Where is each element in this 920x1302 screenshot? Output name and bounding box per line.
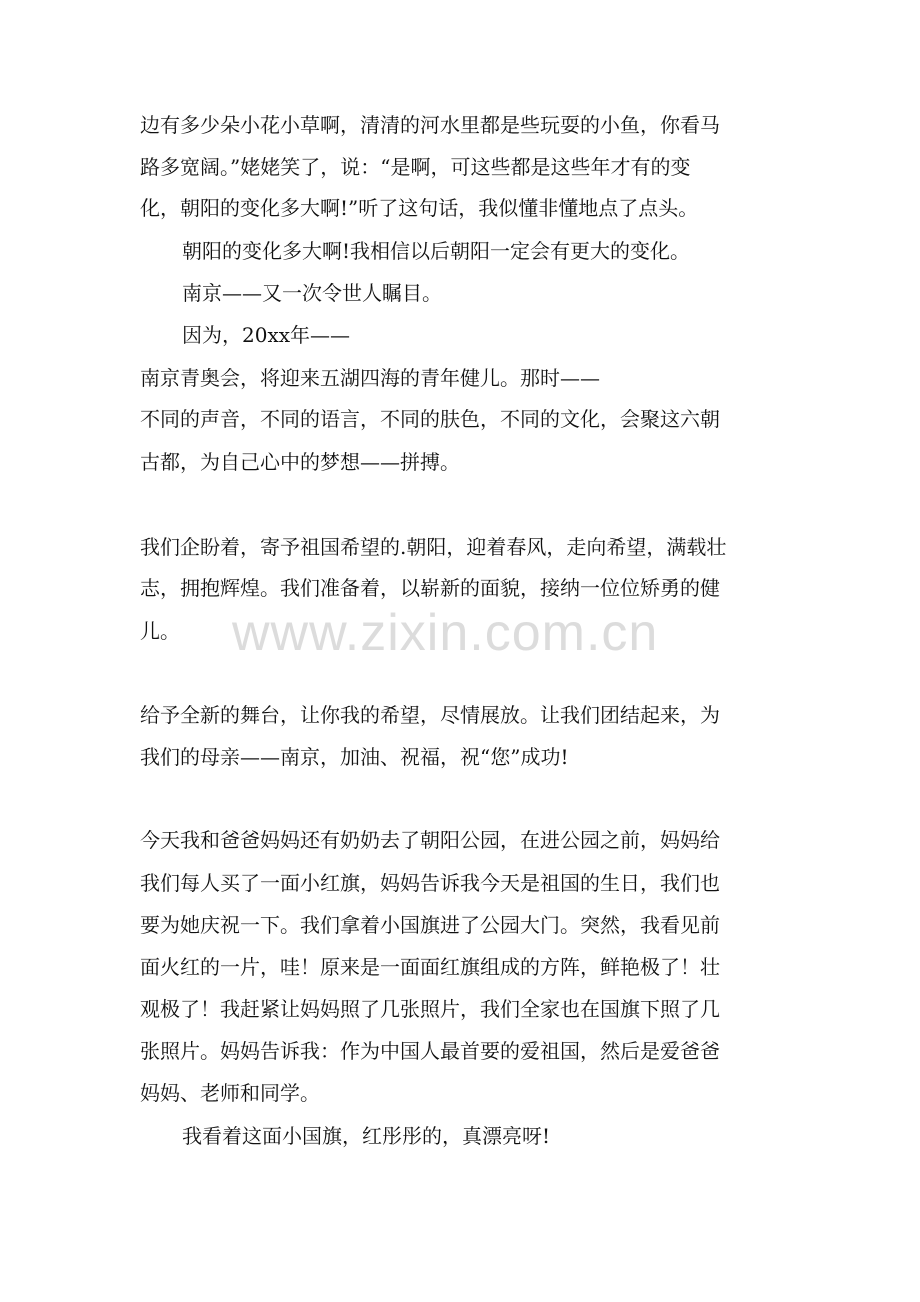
- text-line: 南京——又一次令世人瞩目。: [182, 281, 442, 305]
- text-line: 张照片。妈妈告诉我：作为中国人最首要的爱祖国，然后是爱爸爸: [140, 1039, 720, 1063]
- watermark: www.zixin.com.cn: [232, 604, 659, 662]
- text-line: 我们每人买了一面小红旗，妈妈告诉我今天是祖国的生日，我们也: [140, 871, 720, 895]
- text-line: 路多宽阔。”姥姥笑了，说：“是啊，可这些都是这些年才有的变: [140, 155, 691, 179]
- text-line: 我们的母亲——南京，加油、祝福，祝“您”成功!: [140, 745, 569, 769]
- text-line: 给予全新的舞台，让你我的希望，尽情展放。让我们团结起来，为: [140, 703, 720, 727]
- text-line: 古都，为自己心中的梦想——拼搏。: [140, 450, 460, 474]
- text-line: 妈妈、老师和同学。: [140, 1081, 320, 1105]
- text-line: 我看着这面小国旗，红彤彤的，真漂亮呀!: [182, 1124, 551, 1148]
- text-line: 朝阳的变化多大啊!我相信以后朝阳一定会有更大的变化。: [182, 239, 691, 263]
- text-line: 边有多少朵小花小草啊，清清的河水里都是些玩耍的小鱼，你看马: [140, 113, 720, 137]
- text-line: 我们企盼着，寄予祖国希望的.朝阳，迎着春风，走向希望，满载壮: [140, 535, 727, 559]
- text-line: 今天我和爸爸妈妈还有奶奶去了朝阳公园，在进公园之前，妈妈给: [140, 828, 720, 852]
- text-line: 因为，20xx年——: [182, 323, 351, 347]
- text-line: 儿。: [140, 619, 180, 643]
- text-line: 南京青奥会，将迎来五湖四海的青年健儿。那时——: [140, 366, 600, 390]
- text-line: 要为她庆祝一下。我们拿着小国旗进了公园大门。突然，我看见前: [140, 913, 720, 937]
- text-line: 志，拥抱辉煌。我们准备着，以崭新的面貌，接纳一位位矫勇的健: [140, 576, 720, 600]
- text-line: 面火红的一片，哇！原来是一面面红旗组成的方阵，鲜艳极了！壮: [140, 955, 720, 979]
- text-line: 化，朝阳的变化多大啊!”听了这句话，我似懂非懂地点了点头。: [140, 196, 699, 220]
- text-line: 观极了！我赶紧让妈妈照了几张照片，我们全家也在国旗下照了几: [140, 997, 720, 1021]
- text-line: 不同的声音，不同的语言，不同的肤色，不同的文化，会聚这六朝: [140, 407, 720, 431]
